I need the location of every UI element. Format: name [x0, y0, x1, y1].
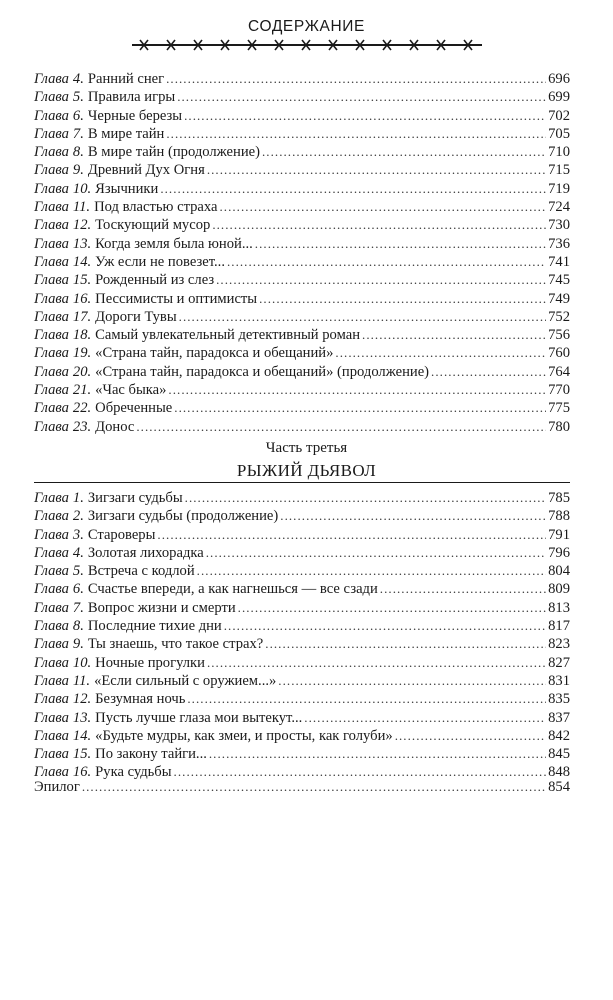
chapter-title: Пусть лучше глаза мои вытекут...: [95, 709, 303, 726]
dot-leader: [207, 654, 546, 672]
page-number: 817: [548, 618, 570, 635]
dot-leader: [207, 161, 546, 179]
chapter-title: Когда земля была юной...: [95, 235, 253, 252]
chapter-number: 22.: [72, 400, 92, 417]
page-number: 715: [548, 162, 570, 179]
dot-leader: [335, 344, 546, 362]
toc-entry: [34, 635, 570, 653]
chapter-title: Пессимисты и оптимисты: [95, 290, 258, 307]
toc-entry: [34, 745, 570, 763]
chapter-number: 15.: [72, 272, 92, 289]
chapter-title: В мире тайн (продолжение): [87, 144, 260, 161]
chapter-number: 15.: [72, 746, 92, 763]
toc-entry: [34, 617, 570, 635]
chapter-number: 2.: [72, 508, 84, 525]
toc-entry: [34, 107, 570, 125]
dot-leader: [166, 70, 546, 88]
chapter-label: Глава: [34, 764, 69, 781]
chapter-number: 14.: [72, 727, 92, 744]
chapter-number: 20.: [72, 363, 92, 380]
dot-leader: [184, 107, 546, 125]
chapter-number: 6.: [72, 581, 84, 598]
page-number: 702: [548, 107, 570, 124]
chapter-title: Правила игры: [87, 89, 176, 106]
toc-entry: [34, 654, 570, 672]
page-number: 848: [548, 764, 570, 781]
chapter-title: Уж если не повезет...: [95, 253, 225, 270]
chapter-title: Счастье впереди, а как нагнешься — все сзади: [87, 581, 378, 598]
chapter-title: Встреча с кодлой: [87, 563, 195, 580]
chapter-label: Глава: [34, 709, 69, 726]
chapter-label: Глава: [34, 199, 69, 216]
chapter-title: «Час быка»: [95, 382, 167, 399]
page-number: 730: [548, 217, 570, 234]
chapter-label: Глава: [34, 599, 69, 616]
dot-leader: [174, 399, 546, 417]
chapter-label: Глава: [34, 418, 69, 435]
chapter-title: Последние тихие дни: [87, 618, 222, 635]
toc-entry: [34, 271, 570, 289]
chapter-number: 11.: [72, 199, 91, 216]
toc-entry: [34, 216, 570, 234]
toc-entry: [34, 599, 570, 617]
toc-part-three: [34, 489, 570, 782]
chapter-title: Золотая лихорадка: [87, 544, 204, 561]
chapter-label: Глава: [34, 363, 69, 380]
chapter-label: Глава: [34, 563, 69, 580]
dot-leader: [187, 690, 546, 708]
page-number: 796: [548, 544, 570, 561]
dot-leader: [219, 198, 546, 216]
chapter-number: 8.: [72, 618, 84, 635]
chapter-number: 9.: [72, 636, 84, 653]
page-number: 710: [548, 144, 570, 161]
chapter-title: Безумная ночь: [95, 691, 186, 708]
chapter-label: Глава: [34, 253, 69, 270]
toc-entry: [34, 70, 570, 88]
dot-leader: [259, 290, 546, 308]
dot-leader: [380, 580, 546, 598]
dot-leader: [395, 727, 546, 745]
chapter-label: Глава: [34, 400, 69, 417]
toc-entry: [34, 399, 570, 417]
page-number: 804: [548, 563, 570, 580]
dot-leader: [227, 253, 546, 271]
page-number: 835: [548, 691, 570, 708]
dot-leader: [179, 308, 546, 326]
chapter-label: Глава: [34, 71, 69, 87]
page-number: 780: [548, 418, 570, 435]
chapter-title: В мире тайн: [87, 125, 165, 142]
page-number: 749: [548, 290, 570, 307]
chapter-title: Ты знаешь, что такое страх?: [87, 636, 264, 653]
part-title: РЫЖИЙ ДЬЯВОЛ: [236, 461, 377, 480]
barbed-wire-divider: [132, 37, 482, 53]
chapter-label: Глава: [34, 308, 69, 325]
chapter-number: 17.: [72, 308, 92, 325]
chapter-number: 5.: [72, 89, 84, 106]
page-number: 760: [548, 345, 570, 362]
chapter-title: Донос: [95, 418, 135, 435]
dot-leader: [206, 544, 546, 562]
chapter-label: Глава: [34, 235, 69, 252]
chapter-label: Глава: [34, 290, 69, 307]
chapter-title: Староверы: [87, 526, 156, 543]
dot-leader: [185, 489, 546, 507]
dot-leader: [224, 617, 546, 635]
dot-leader: [136, 418, 546, 436]
chapter-label: Глава: [34, 581, 69, 598]
dot-leader: [278, 672, 546, 690]
chapter-label: Глава: [34, 672, 69, 689]
page-number: 705: [548, 125, 570, 142]
page-number: 785: [548, 490, 570, 506]
page-number: 752: [548, 308, 570, 325]
chapter-number: 4.: [72, 544, 84, 561]
dot-leader: [166, 125, 546, 143]
chapter-label: Глава: [34, 526, 69, 543]
page-number: 699: [548, 89, 570, 106]
toc-entry: [34, 344, 570, 362]
section-rule: [34, 482, 570, 483]
chapter-label: Глава: [34, 345, 69, 362]
chapter-number: 16.: [72, 764, 92, 781]
chapter-number: 3.: [72, 526, 84, 543]
chapter-number: 13.: [72, 235, 92, 252]
toc-entry: [34, 290, 570, 308]
dot-leader: [177, 88, 546, 106]
toc-entry: [34, 235, 570, 253]
dot-leader: [212, 216, 546, 234]
dot-leader: [362, 326, 546, 344]
chapter-label: Глава: [34, 162, 69, 179]
chapter-number: 1.: [72, 490, 84, 506]
chapter-title: Дороги Тувы: [95, 308, 177, 325]
page-number: 696: [548, 71, 570, 87]
chapter-title: Черные березы: [87, 107, 183, 124]
chapter-title: Ночные прогулки: [95, 654, 205, 671]
page-number: 756: [548, 327, 570, 344]
page-number: 770: [548, 382, 570, 399]
chapter-title: Ранний снег: [87, 71, 165, 87]
dot-leader: [197, 562, 546, 580]
toc-entry: [34, 580, 570, 598]
dot-leader: [238, 599, 546, 617]
page-number: 842: [548, 727, 570, 744]
toc-entry: [34, 180, 570, 198]
page-number: 823: [548, 636, 570, 653]
dot-leader: [262, 143, 546, 161]
dot-leader: [168, 381, 546, 399]
chapter-title: «Страна тайн, парадокса и обещаний»: [95, 345, 334, 362]
chapter-number: 10.: [72, 654, 92, 671]
chapter-number: 11.: [72, 672, 91, 689]
chapter-title: Древний Дух Огня: [87, 162, 205, 179]
chapter-number: 8.: [72, 144, 84, 161]
page-number: 837: [548, 709, 570, 726]
toc-entry: [34, 544, 570, 562]
page-number: 741: [548, 253, 570, 270]
chapter-label: Глава: [34, 217, 69, 234]
toc-entry: [34, 709, 570, 727]
chapter-title: Рожденный из слез: [95, 272, 215, 289]
chapter-label: Глава: [34, 382, 69, 399]
toc-entry: [34, 727, 570, 745]
toc-entry: [34, 690, 570, 708]
toc-entry: [34, 253, 570, 271]
chapter-number: 19.: [72, 345, 92, 362]
toc-entry: [34, 672, 570, 690]
chapter-label: Глава: [34, 727, 69, 744]
chapter-label: Глава: [34, 125, 69, 142]
chapter-label: Глава: [34, 618, 69, 635]
page-title: СОДЕРЖАНИЕ: [248, 18, 365, 35]
chapter-label: Глава: [34, 654, 69, 671]
toc-entry: [34, 418, 570, 436]
chapter-title: Вопрос жизни и смерти: [87, 599, 236, 616]
dot-leader: [280, 507, 546, 525]
page-number: 827: [548, 654, 570, 671]
dot-leader: [209, 745, 546, 763]
page-number: 791: [548, 526, 570, 543]
toc-entry: [34, 198, 570, 216]
chapter-title: Под властью страха: [94, 199, 218, 216]
dot-leader: [255, 235, 546, 253]
epilogue-page: 854: [548, 779, 570, 795]
toc-entry: [34, 381, 570, 399]
page-number: 764: [548, 363, 570, 380]
chapter-label: Глава: [34, 272, 69, 289]
chapter-label: Глава: [34, 144, 69, 161]
chapter-number: 5.: [72, 563, 84, 580]
chapter-label: Глава: [34, 89, 69, 106]
page-number: 724: [548, 199, 570, 216]
chapter-title: Зигзаги судьбы: [87, 490, 183, 506]
chapter-label: Глава: [34, 107, 69, 124]
epilogue-entry: [34, 778, 570, 796]
dot-leader: [157, 526, 546, 544]
chapter-title: Самый увлекательный детективный роман: [95, 327, 361, 344]
chapter-number: 23.: [72, 418, 92, 435]
toc-entry: [34, 363, 570, 381]
chapter-number: 7.: [72, 599, 84, 616]
chapter-title: «Будьте мудры, как змеи, и просты, как голуби»: [95, 727, 393, 744]
dot-leader: [216, 271, 546, 289]
chapter-label: Глава: [34, 691, 69, 708]
chapter-label: Глава: [34, 544, 69, 561]
epilogue-title: Эпилог: [34, 779, 80, 795]
toc-entry: [34, 143, 570, 161]
toc-entry: [34, 489, 570, 507]
toc-entry: [34, 125, 570, 143]
toc-entry: [34, 161, 570, 179]
toc-entry: [34, 326, 570, 344]
chapter-number: 6.: [72, 107, 84, 124]
chapter-title: Тоскующий мусор: [95, 217, 211, 234]
chapter-label: Глава: [34, 180, 69, 197]
chapter-title: Язычники: [95, 180, 159, 197]
chapter-title: Обреченные: [95, 400, 173, 417]
page-number: 775: [548, 400, 570, 417]
page-number: 813: [548, 599, 570, 616]
chapter-label: Глава: [34, 636, 69, 653]
toc-part-two: [34, 70, 570, 436]
chapter-number: 4.: [72, 71, 84, 87]
chapter-number: 13.: [72, 709, 92, 726]
chapter-title: «Страна тайн, парадокса и обещаний» (продолжение): [95, 363, 430, 380]
toc-epilogue: [34, 778, 570, 796]
chapter-number: 9.: [72, 162, 84, 179]
dot-leader: [304, 709, 546, 727]
chapter-title: «Если сильный с оружием...»: [94, 672, 277, 689]
page-number: 736: [548, 235, 570, 252]
chapter-number: 18.: [72, 327, 92, 344]
toc-entry: [34, 507, 570, 525]
chapter-number: 12.: [72, 217, 92, 234]
chapter-title: Зигзаги судьбы (продолжение): [87, 508, 279, 525]
chapter-label: Глава: [34, 327, 69, 344]
chapter-label: Глава: [34, 508, 69, 525]
chapter-number: 16.: [72, 290, 92, 307]
chapter-title: Рука судьбы: [95, 764, 172, 781]
page-number: 831: [548, 672, 570, 689]
chapter-number: 10.: [72, 180, 92, 197]
dot-leader: [265, 635, 546, 653]
page-number: 719: [548, 180, 570, 197]
page-number: 745: [548, 272, 570, 289]
chapter-number: 14.: [72, 253, 92, 270]
chapter-title: По закону тайги...: [95, 746, 207, 763]
page-number: 845: [548, 746, 570, 763]
chapter-number: 12.: [72, 691, 92, 708]
part-label: Часть третья: [265, 440, 348, 456]
chapter-number: 21.: [72, 382, 92, 399]
dot-leader: [82, 778, 546, 796]
chapter-number: 7.: [72, 125, 84, 142]
page-number: 809: [548, 581, 570, 598]
page-number: 788: [548, 508, 570, 525]
chapter-label: Глава: [34, 490, 69, 506]
toc-entry: [34, 308, 570, 326]
dot-leader: [431, 363, 546, 381]
toc-entry: [34, 562, 570, 580]
toc-entry: [34, 526, 570, 544]
chapter-label: Глава: [34, 746, 69, 763]
toc-entry: [34, 88, 570, 106]
dot-leader: [160, 180, 546, 198]
